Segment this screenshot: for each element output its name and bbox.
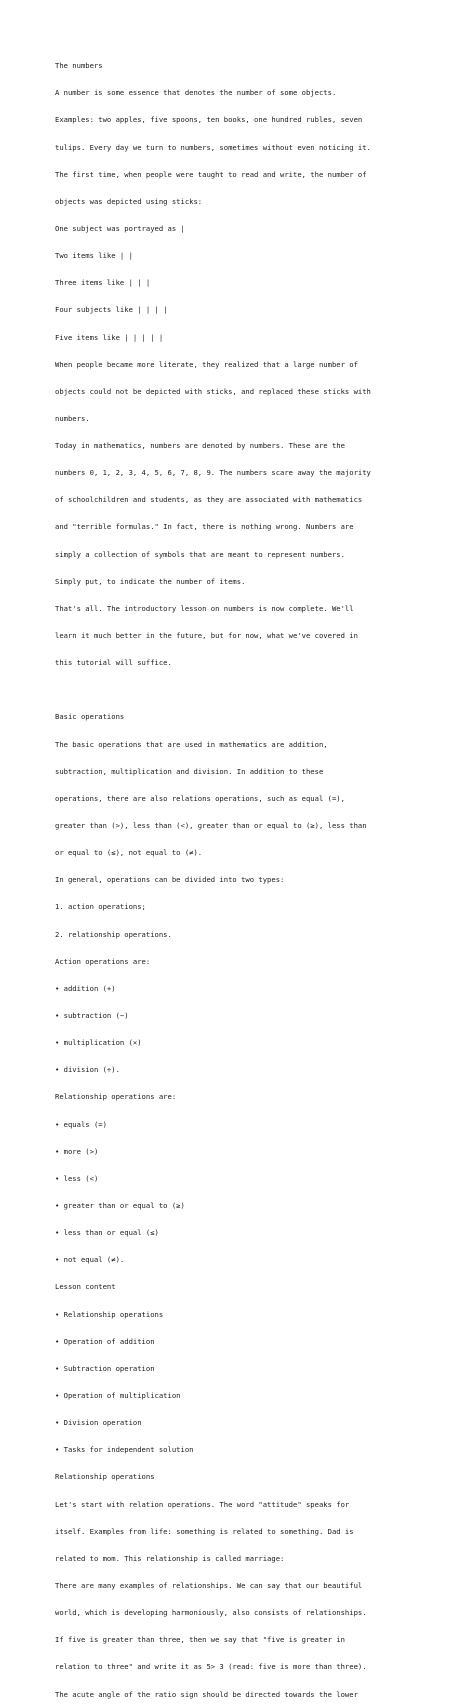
text-line: of schoolchildren and students, as they are associated with mathematics: [55, 495, 363, 505]
text-line: The acute angle of the ratio sign should be directed towards the lower: [55, 1689, 358, 1699]
text-line: operations, there are also relations operations, such as equal (=),: [55, 793, 345, 803]
text-line: numbers.: [55, 413, 90, 423]
text-line: learn it much better in the future, but for now, what we've covered in: [55, 631, 358, 641]
numbered-item: 1. action operations;: [55, 902, 146, 912]
text-line: and "terrible formulas." In fact, there is nothing wrong. Numbers are: [55, 522, 354, 532]
text-line: Today in mathematics, numbers are denoted by numbers. These are the: [55, 441, 345, 451]
bullet-item: • division (÷).: [55, 1065, 120, 1075]
text-line: simply a collection of symbols that are meant to represent numbers.: [55, 549, 345, 559]
blank-line: [55, 685, 460, 694]
text-line: Action operations are:: [55, 956, 151, 966]
bullet-item: • Operation of multiplication: [55, 1390, 181, 1400]
text-line: related to mom. This relationship is called marriage:: [55, 1553, 285, 1563]
text-line: There are many examples of relationships. We can say that our beautiful: [55, 1580, 363, 1590]
section-heading-basic-operations: Basic operations: [55, 712, 125, 722]
bullet-item: • Operation of addition: [55, 1336, 155, 1346]
numbered-item: 2. relationship operations.: [55, 929, 172, 939]
bullet-item: • multiplication (×): [55, 1038, 142, 1048]
bullet-item: • less than or equal (≤): [55, 1228, 159, 1238]
text-line: Let's start with relation operations. The word "attitude" speaks for: [55, 1499, 350, 1509]
text-line: Relationship operations are:: [55, 1092, 177, 1102]
text-line: numbers 0, 1, 2, 3, 4, 5, 6, 7, 8, 9. The numbers scare away the majority: [55, 468, 371, 478]
text-line: relation to three" and write it as 5> 3 (read: five is more than three).: [55, 1662, 367, 1672]
sticks-line: Four subjects like | | | |: [55, 305, 168, 315]
text-line: objects could not be depicted with sticks, and replaced these sticks with: [55, 386, 371, 396]
sticks-line: Three items like | | |: [55, 278, 151, 288]
text-line: A number is some essence that denotes the number of some objects.: [55, 88, 337, 98]
text-line: That's all. The introductory lesson on numbers is now complete. We'll: [55, 603, 354, 613]
text-line: objects was depicted using sticks:: [55, 196, 203, 206]
document-page: [55, 43, 460, 1708]
text-line: tulips. Every day we turn to numbers, sometimes without even noticing it.: [55, 142, 371, 152]
sticks-line: Five items like | | | | |: [55, 332, 164, 342]
bullet-item: • Division operation: [55, 1418, 142, 1428]
bullet-item: • greater than or equal to (≥): [55, 1201, 185, 1210]
text-line: When people became more literate, they realized that a large number of: [55, 359, 358, 369]
bullet-item: • not equal (≠).: [55, 1255, 125, 1265]
section-heading-lesson-content: Lesson content: [55, 1282, 116, 1292]
text-line: itself. Examples from life: something is related to something. Dad is: [55, 1526, 354, 1536]
text-line: world, which is developing harmoniously, also consists of relationships.: [55, 1608, 367, 1618]
text-line: Examples: two apples, five spoons, ten books, one hundred rubles, seven: [55, 115, 363, 125]
bullet-item: • subtraction (−): [55, 1011, 129, 1021]
bullet-item: • Tasks for independent solution: [55, 1445, 194, 1455]
text-line: or equal to (≤), not equal to (≠).: [55, 848, 203, 858]
title-the-numbers: The numbers: [55, 61, 103, 71]
section-heading-relationship-operations: Relationship operations: [55, 1472, 155, 1482]
text-line: In general, operations can be divided into two types:: [55, 875, 285, 885]
text-line: this tutorial will suffice.: [55, 658, 172, 668]
sticks-line: Two items like | |: [55, 251, 133, 261]
bullet-item: • equals (=): [55, 1119, 107, 1129]
bullet-item: • Relationship operations: [55, 1309, 164, 1319]
bullet-item: • less (<): [55, 1173, 99, 1183]
text-line: The basic operations that are used in mathematics are addition,: [55, 739, 328, 749]
text-line: subtraction, multiplication and division. In addition to these: [55, 766, 324, 776]
bullet-item: • more (>): [55, 1146, 99, 1156]
text-line: The first time, when people were taught to read and write, the number of: [55, 169, 367, 179]
text-line: greater than (>), less than (<), greater than or equal to (≥), less than: [55, 821, 367, 831]
text-line: If five is greater than three, then we say that "five is greater in: [55, 1635, 345, 1645]
bullet-item: • addition (+): [55, 983, 116, 993]
text-line: Simply put, to indicate the number of items.: [55, 576, 246, 586]
bullet-item: • Subtraction operation: [55, 1363, 155, 1373]
sticks-line: One subject was portrayed as |: [55, 223, 185, 233]
